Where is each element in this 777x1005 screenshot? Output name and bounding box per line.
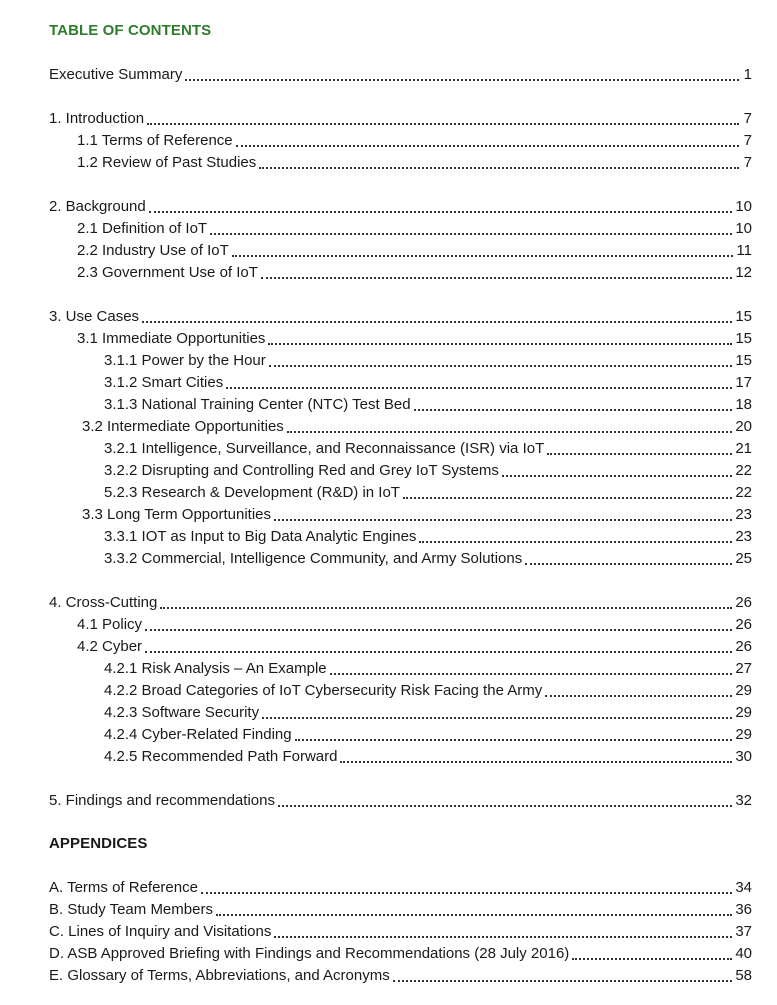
toc-page-number: 26 — [735, 616, 752, 633]
appendices-title: APPENDICES — [49, 835, 148, 852]
toc-entry-label: 4.2.2 Broad Categories of IoT Cybersecurity Risk Facing the Army — [104, 682, 543, 699]
dot-leader — [278, 805, 732, 807]
appendix-entry[interactable] — [49, 921, 752, 943]
toc-entry-label: 3.1.2 Smart Cities — [104, 374, 224, 391]
toc-entry-label: 3.1 Immediate Opportunities — [77, 330, 266, 347]
toc-entry[interactable] — [77, 328, 752, 350]
toc-page-number: 10 — [735, 220, 752, 237]
dot-leader — [274, 519, 732, 521]
appendix-entry-label: E. Glossary of Terms, Abbreviations, and Acronyms — [49, 967, 390, 984]
dot-leader — [142, 321, 732, 323]
toc-entry-label: 3.2.2 Disrupting and Controlling Red and Grey IoT Systems — [104, 462, 499, 479]
toc-entry[interactable] — [49, 64, 752, 86]
appendix-entry-label: B. Study Team Members — [49, 901, 213, 918]
dot-leader — [185, 79, 739, 81]
toc-entry[interactable] — [104, 372, 752, 394]
dot-leader — [145, 629, 732, 631]
toc-entry[interactable] — [49, 592, 752, 614]
toc-page-number: 32 — [735, 792, 752, 809]
dot-leader — [403, 497, 732, 499]
dot-leader — [525, 563, 732, 565]
dot-leader — [201, 892, 732, 894]
toc-entry-label: 2.2 Industry Use of IoT — [77, 242, 229, 259]
toc-entry[interactable] — [77, 218, 752, 240]
dot-leader — [502, 475, 732, 477]
toc-entry-label: 3.1.3 National Training Center (NTC) Test Bed — [104, 396, 411, 413]
dot-leader — [287, 431, 733, 433]
toc-page-number: 15 — [735, 330, 752, 347]
dot-leader — [216, 914, 732, 916]
toc-page-number: 21 — [735, 440, 752, 457]
toc-entry[interactable] — [77, 636, 752, 658]
toc-entry[interactable] — [77, 614, 752, 636]
toc-entry[interactable] — [104, 548, 752, 570]
toc-page-number: 20 — [735, 418, 752, 435]
toc-entry[interactable] — [104, 460, 752, 482]
toc-page-number: 18 — [735, 396, 752, 413]
toc-entry-label: 1. Introduction — [49, 110, 145, 127]
toc-entry-label: 4. Cross-Cutting — [49, 594, 158, 611]
appendix-page-number: 34 — [735, 879, 752, 896]
toc-page-number: 25 — [735, 550, 752, 567]
appendix-entry[interactable] — [49, 965, 752, 987]
toc-entry[interactable] — [82, 416, 752, 438]
appendix-entry-label: C. Lines of Inquiry and Visitations — [49, 923, 272, 940]
toc-entry-label: 3.3 Long Term Opportunities — [82, 506, 272, 523]
dot-leader — [274, 936, 732, 938]
toc-entry-label: 3.2.1 Intelligence, Surveillance, and Reconnaissance (ISR) via IoT — [104, 440, 545, 457]
toc-entry-label: 4.2.5 Recommended Path Forward — [104, 748, 338, 765]
dot-leader — [572, 958, 732, 960]
toc-entry-label: 4.2.1 Risk Analysis – An Example — [104, 660, 327, 677]
dot-leader — [393, 980, 733, 982]
toc-entry[interactable] — [104, 658, 752, 680]
toc-entry[interactable] — [104, 746, 752, 768]
toc-entry-label: 3. Use Cases — [49, 308, 140, 325]
dot-leader — [149, 211, 733, 213]
toc-entry[interactable] — [104, 724, 752, 746]
appendix-entry[interactable] — [49, 943, 752, 965]
toc-entry-label: 3.1.1 Power by the Hour — [104, 352, 266, 369]
toc-page-number: 12 — [735, 264, 752, 281]
toc-entry-label: 2.3 Government Use of IoT — [77, 264, 258, 281]
toc-page-number: 27 — [735, 660, 752, 677]
toc-page-number: 23 — [735, 506, 752, 523]
dot-leader — [259, 167, 739, 169]
dot-leader — [236, 145, 739, 147]
toc-entry[interactable] — [104, 702, 752, 724]
toc-entry[interactable] — [49, 306, 752, 328]
toc-entry-label: 4.2 Cyber — [77, 638, 143, 655]
dot-leader — [295, 739, 733, 741]
appendix-page-number: 36 — [735, 901, 752, 918]
toc-entry[interactable] — [49, 108, 752, 130]
toc-page-number: 15 — [735, 308, 752, 325]
toc-entry-label: 4.2.4 Cyber-Related Finding — [104, 726, 292, 743]
toc-entry[interactable] — [77, 240, 752, 262]
toc-page-number: 30 — [735, 748, 752, 765]
dot-leader — [226, 387, 732, 389]
toc-page-number: 15 — [735, 352, 752, 369]
appendix-page-number: 37 — [735, 923, 752, 940]
dot-leader — [330, 673, 733, 675]
toc-entry[interactable] — [104, 394, 752, 416]
toc-entry-label: 2.1 Definition of IoT — [77, 220, 208, 237]
dot-leader — [268, 343, 732, 345]
dot-leader — [160, 607, 732, 609]
dot-leader — [232, 255, 734, 257]
appendix-page-number: 58 — [735, 967, 752, 984]
appendix-entry-label: D. ASB Approved Briefing with Findings and Recommendations (28 July 2016) — [49, 945, 570, 962]
dot-leader — [269, 365, 733, 367]
dot-leader — [145, 651, 732, 653]
toc-page-number: 11 — [736, 242, 752, 259]
appendix-entry-label: A. Terms of Reference — [49, 879, 198, 896]
toc-page-number: 29 — [735, 682, 752, 699]
toc-page-number: 29 — [735, 726, 752, 743]
toc-entry[interactable] — [77, 262, 752, 284]
toc-entry-label: Executive Summary — [49, 66, 183, 83]
toc-entry-label: 3.3.2 Commercial, Intelligence Community, and Army Solutions — [104, 550, 523, 567]
toc-entry-label: 5.2.3 Research & Development (R&D) in IoT — [104, 484, 400, 501]
toc-entry[interactable] — [82, 504, 752, 526]
toc-entry-label: 4.2.3 Software Security — [104, 704, 260, 721]
dot-leader — [147, 123, 739, 125]
toc-page-number: 7 — [743, 110, 752, 127]
toc-page-number: 29 — [735, 704, 752, 721]
toc-page-number: 10 — [735, 198, 752, 215]
appendix-entry[interactable] — [49, 877, 752, 899]
toc-page-number: 7 — [743, 154, 752, 171]
toc-entry-label: 1.2 Review of Past Studies — [77, 154, 257, 171]
toc-page-number: 1 — [743, 66, 752, 83]
toc-page-number: 7 — [743, 132, 752, 149]
dot-leader — [340, 761, 732, 763]
dot-leader — [547, 453, 732, 455]
toc-entry-label: 3.2 Intermediate Opportunities — [82, 418, 284, 435]
toc-page-number: 26 — [735, 638, 752, 655]
dot-leader — [545, 695, 732, 697]
appendix-page-number: 40 — [735, 945, 752, 962]
appendix-entry[interactable] — [49, 899, 752, 921]
toc-page-number: 26 — [735, 594, 752, 611]
toc-entry[interactable] — [77, 152, 752, 174]
toc-entry-label: 3.3.1 IOT as Input to Big Data Analytic Engines — [104, 528, 417, 545]
toc-title: TABLE OF CONTENTS — [49, 22, 212, 39]
dot-leader — [262, 717, 732, 719]
toc-entry[interactable] — [104, 438, 752, 460]
toc-page-number: 17 — [735, 374, 752, 391]
toc-entry[interactable] — [104, 350, 752, 372]
toc-entry-label: 1.1 Terms of Reference — [77, 132, 233, 149]
toc-entry[interactable] — [49, 196, 752, 218]
toc-entry[interactable] — [104, 526, 752, 548]
dot-leader — [261, 277, 732, 279]
toc-entry[interactable] — [49, 790, 752, 812]
dot-leader — [419, 541, 732, 543]
toc-entry-label: 2. Background — [49, 198, 146, 215]
toc-entry[interactable] — [77, 130, 752, 152]
dot-leader — [414, 409, 733, 411]
toc-entry-label: 4.1 Policy — [77, 616, 143, 633]
toc-entry[interactable] — [104, 680, 752, 702]
dot-leader — [210, 233, 732, 235]
toc-page-number: 22 — [735, 462, 752, 479]
toc-page-number: 22 — [735, 484, 752, 501]
toc-page-number: 23 — [735, 528, 752, 545]
toc-entry[interactable] — [104, 482, 752, 504]
toc-entry-label: 5. Findings and recommendations — [49, 792, 275, 809]
